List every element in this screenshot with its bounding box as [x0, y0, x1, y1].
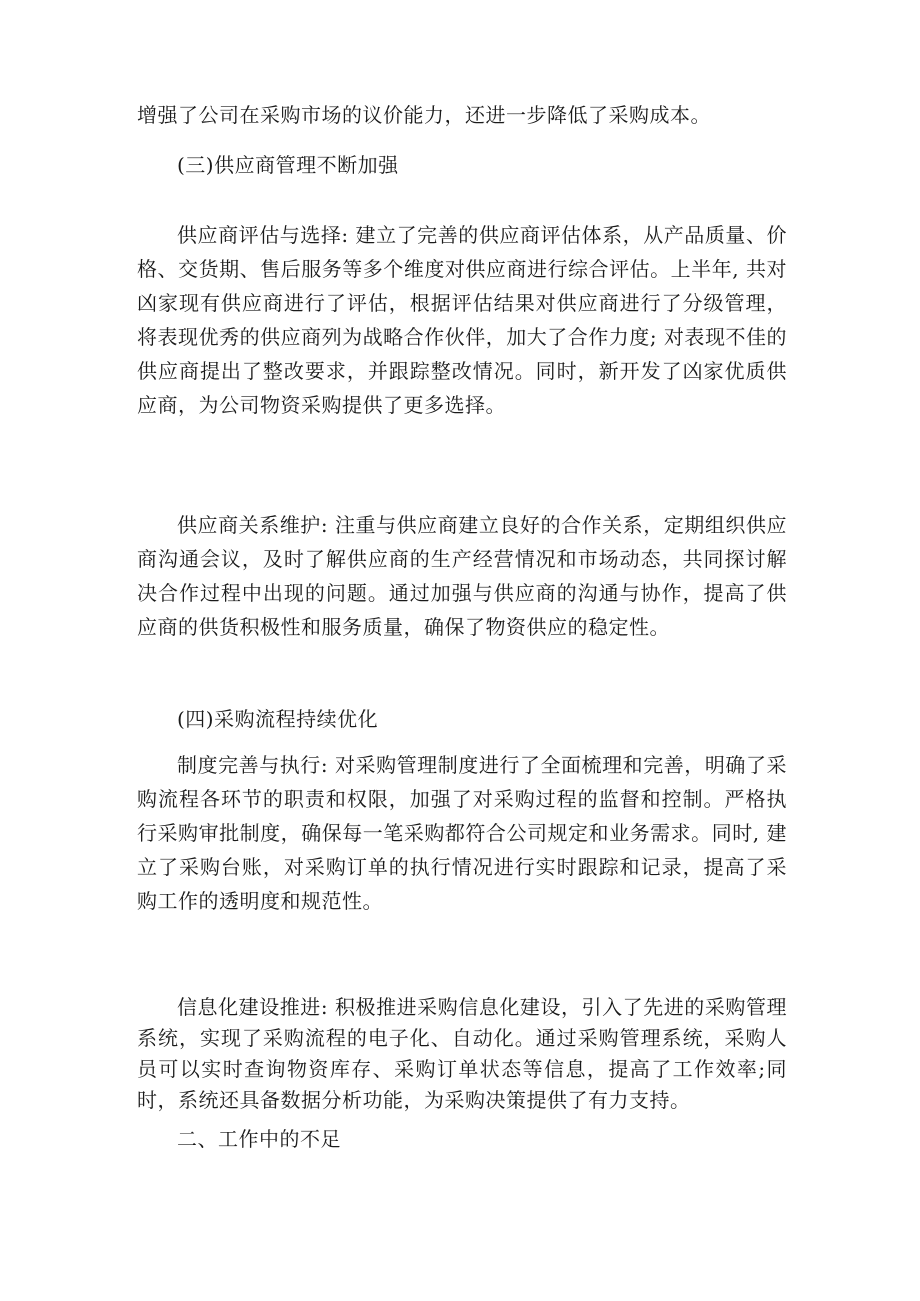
section-heading-4: (四)采购流程持续优化 [177, 707, 379, 731]
paragraph-supplier-evaluation: 供应商评估与选择: 建立了完善的供应商评估体系，从产品质量、价格、交货期、售后服务等多个维度对供应商进行综合评估。上半年, 共对凶家现有供应商进行了评估，根据评估结果对供应商进行了分级管理，将表现优秀的供应商列为战略合作伙伴，加大了合作力度; 对表现不佳的供应商提出了整改要求，并跟踪整改情况。同时，新开发了凶家优质供应商，为公司物资采购提供了更多选择。 [137, 223, 787, 417]
paragraph-informatization: 信息化建设推进: 积极推进采购信息化建设，引入了先进的采购管理系统，实现了采购流程的电子化、自动化。通过采购管理系统，采购人员可以实时查询物资库存、采购订单状态等信息，提高了工作效率;同时，系统还具备数据分析功能，为采购决策提供了有力支持。 [137, 995, 787, 1112]
section-heading-3: (三)供应商管理不断加强 [177, 153, 399, 177]
paragraph-process-rules: 制度完善与执行: 对采购管理制度进行了全面梳理和完善，明确了采购流程各环节的职责和权限，加强了对采购过程的监督和控制。严格执行采购审批制度，确保每一笔采购都符合公司规定和业务需求。同时, 建立了采购台账，对采购订单的执行情况进行实时跟踪和记录，提高了采购工作的透明度和规范性。 [137, 753, 787, 913]
paragraph-supplier-relations: 供应商关系维护: 注重与供应商建立良好的合作关系，定期组织供应商沟通会议，及时了解供应商的生产经营情况和市场动态，共同探讨解决合作过程中出现的问题。通过加强与供应商的沟通与协作，提高了供应商的供货积极性和服务质量，确保了物资供应的稳定性。 [137, 513, 787, 639]
section-heading-2: 二、工作中的不足 [177, 1127, 341, 1151]
paragraph-continuation: 增强了公司在采购市场的议价能力，还进一步降低了采购成本。 [137, 103, 711, 127]
